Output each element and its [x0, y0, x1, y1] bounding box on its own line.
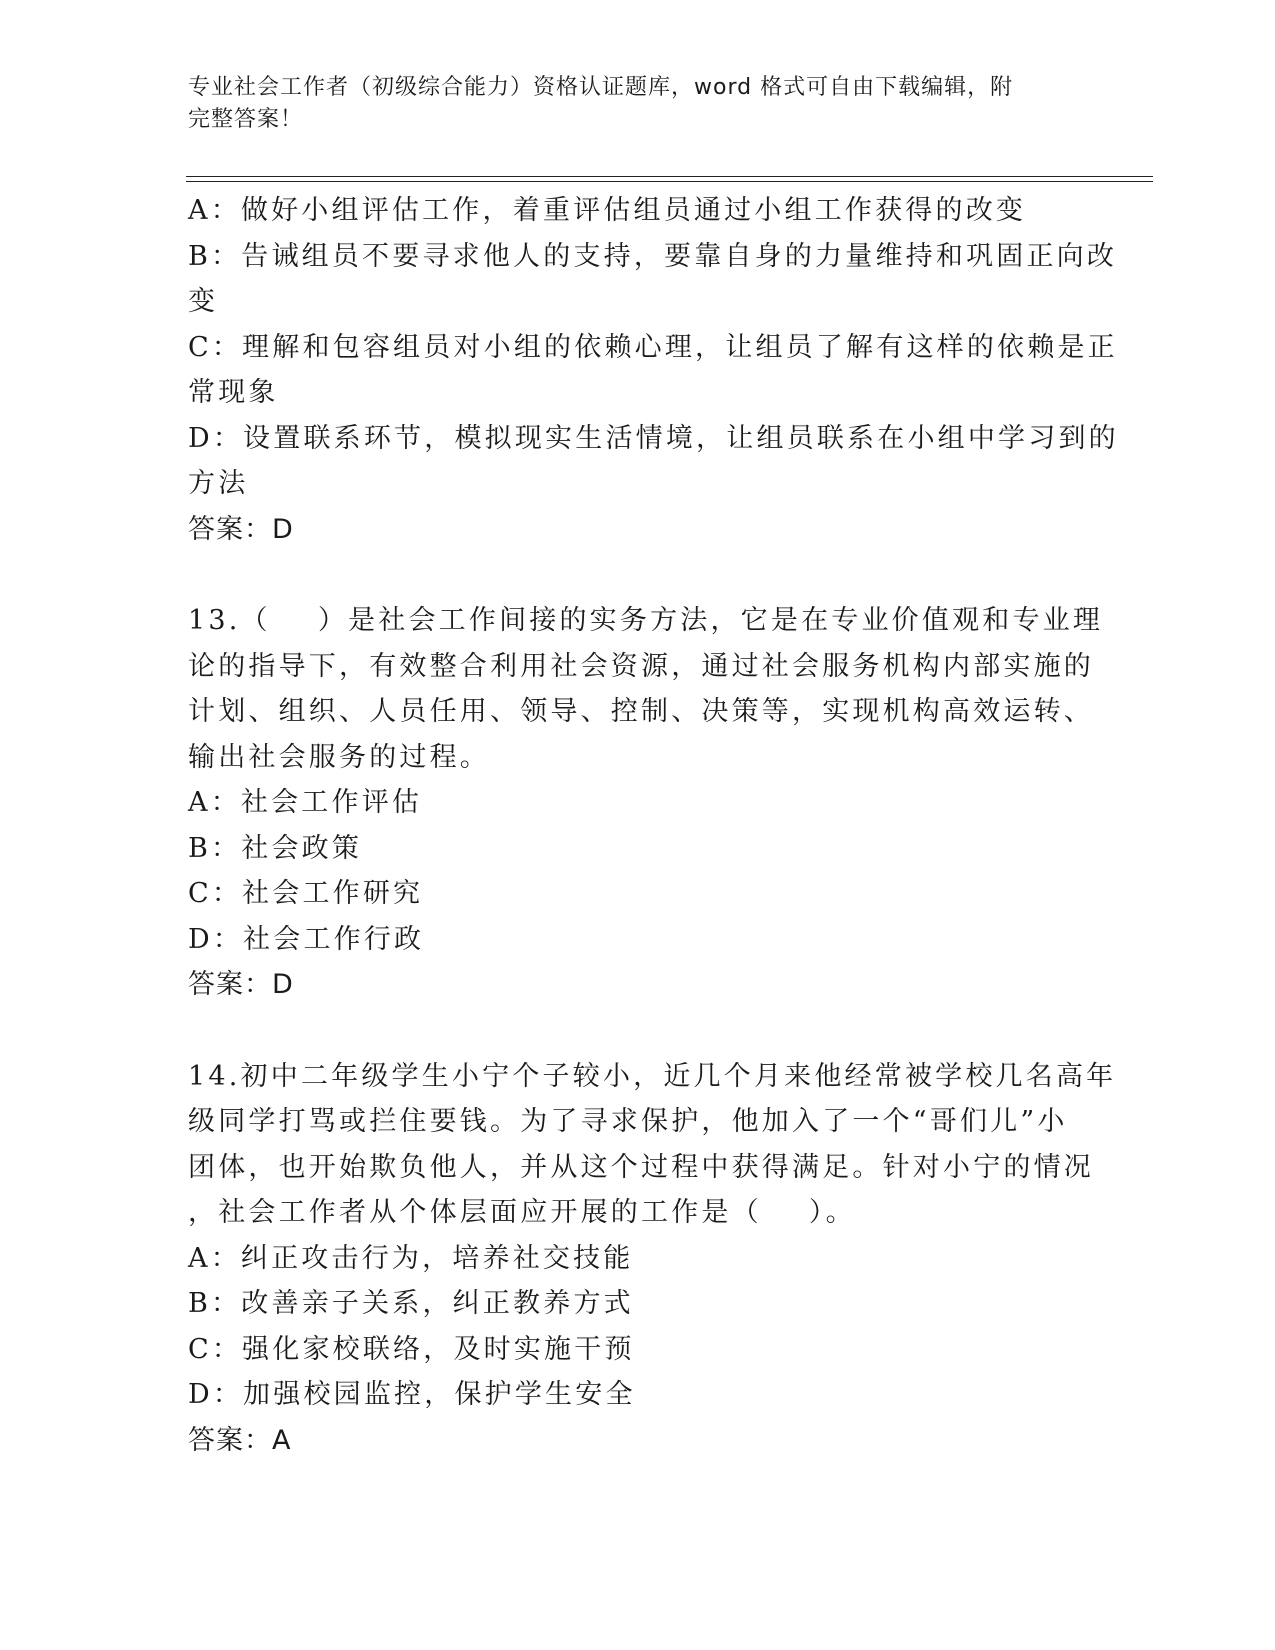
option-a: A：纠正攻击行为，培养社交技能: [188, 1242, 634, 1274]
question-stem-line: 14.初中二年级学生小宁个子较小，近几个月来他经常被学校几名高年: [188, 1060, 1117, 1092]
question-stem-line: 输出社会服务的过程。: [188, 741, 490, 773]
answer-label: 答案：A: [188, 1424, 292, 1456]
question-stem-line: ，社会工作者从个体层面应开展的工作是（ ）。: [188, 1197, 856, 1228]
option-b-line-1: B：告诫组员不要寻求他人的支持，要靠自身的力量维持和巩固正向改: [188, 240, 1118, 272]
question-stem-line: 13.（ ）是社会工作间接的实务方法，它是在专业价值观和专业理: [188, 605, 1104, 636]
answer-label: 答案：D: [188, 513, 294, 545]
option-c-line-2: 常现象: [188, 377, 279, 408]
header-divider-bottom: [186, 181, 1153, 182]
question-stem-line: 论的指导下，有效整合利用社会资源，通过社会服务机构内部实施的: [188, 650, 1094, 682]
option-c: C：强化家校联络，及时实施干预: [188, 1333, 635, 1365]
question-14: [188, 1054, 1117, 1464]
header-line-2: 完整答案！: [188, 107, 304, 132]
option-d-line-1: D：设置联系环节，模拟现实生活情境，让组员联系在小组中学习到的: [188, 422, 1119, 454]
option-a: A：社会工作评估: [188, 787, 423, 818]
option-d-line-2: 方法: [188, 468, 249, 499]
page-header: [188, 72, 1088, 136]
option-b: B：社会政策: [188, 832, 363, 864]
option-b-line-2: 变: [188, 286, 219, 317]
document-body: [188, 188, 1119, 1463]
question-stem-line: 计划、组织、人员任用、领导、控制、决策等，实现机构高效运转、: [188, 696, 1094, 727]
option-b: B：改善亲子关系，纠正教养方式: [188, 1288, 634, 1319]
header-line-1: 专业社会工作者（初级综合能力）资格认证题库，word 格式可自由下载编辑，附: [188, 75, 1014, 100]
header-divider-top: [186, 176, 1153, 177]
option-a-line: A：做好小组评估工作，着重评估组员通过小组工作获得的改变: [188, 195, 1027, 226]
question-13: [188, 598, 1104, 1008]
option-d: D：社会工作行政: [188, 923, 425, 955]
question-12-continued: [188, 188, 1119, 552]
question-stem-line: 级同学打骂或拦住要钱。为了寻求保护，他加入了一个“哥们儿”小: [188, 1106, 1068, 1137]
question-stem-line: 团体，也开始欺负他人，并从这个过程中获得满足。针对小宁的情况: [188, 1151, 1094, 1183]
spacer: [188, 552, 1088, 598]
option-c: C：社会工作研究: [188, 878, 424, 909]
option-d: D：加强校园监控，保护学生安全: [188, 1379, 636, 1410]
answer-label: 答案：D: [188, 969, 294, 1000]
spacer: [188, 1008, 1088, 1054]
option-c-line-1: C：理解和包容组员对小组的依赖心理，让组员了解有这样的依赖是正: [188, 331, 1118, 363]
